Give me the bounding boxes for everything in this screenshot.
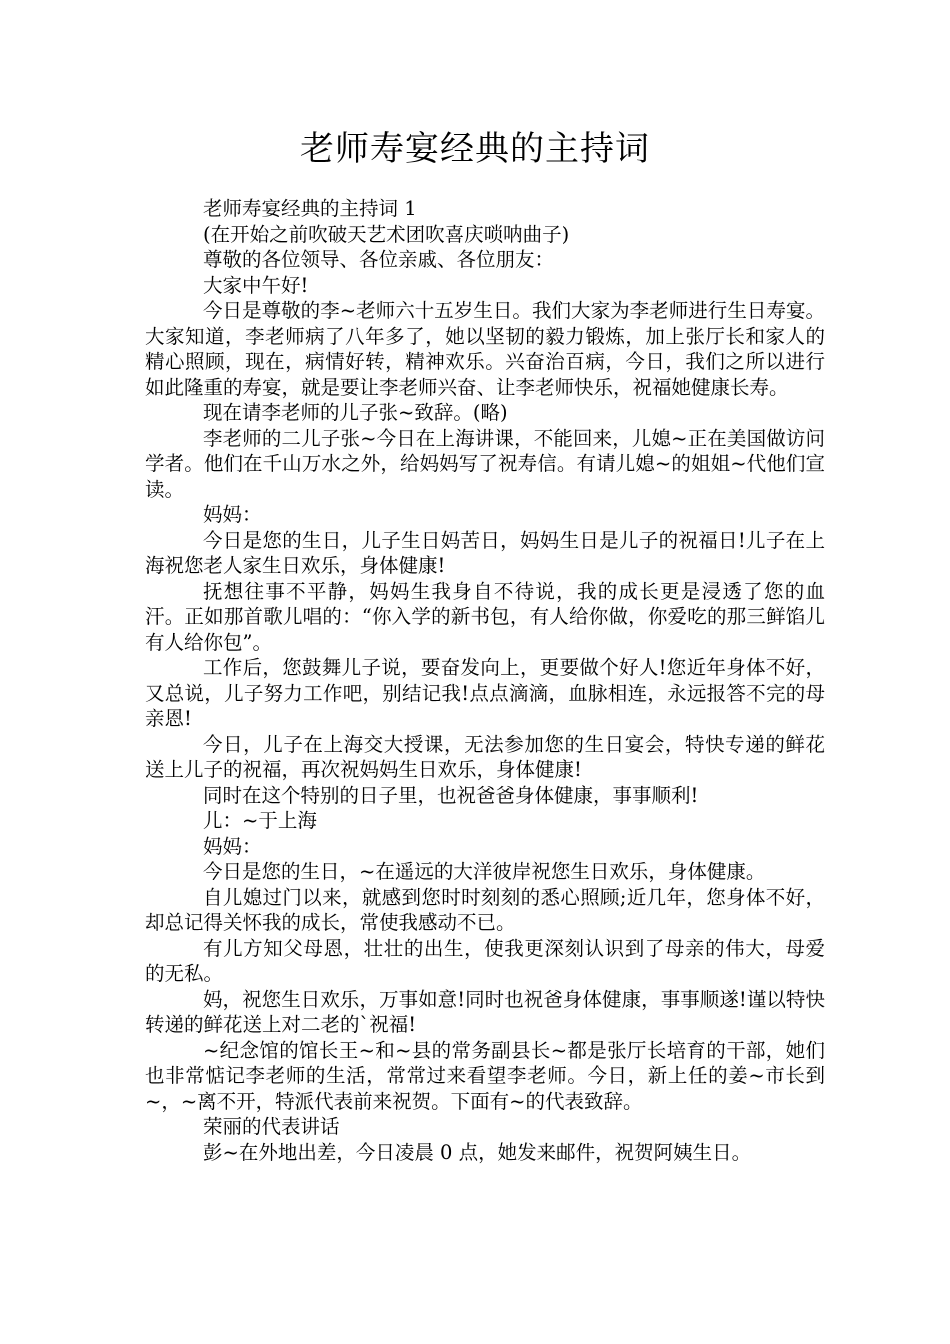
paragraph: 有儿方知父母恩，壮壮的出生，使我更深刻认识到了母亲的伟大，母爱的无私。: [145, 936, 825, 985]
document-body: [145, 196, 825, 1165]
paragraph: 今日是您的生日，儿子生日妈苦日，妈妈生日是儿子的祝福日!儿子在上海祝您老人家生日欢乐，身体健康!: [145, 528, 825, 577]
paragraph: 现在请李老师的儿子张~致辞。(略): [203, 401, 508, 424]
paragraph: 荣丽的代表讲话: [203, 1115, 340, 1138]
paragraph: 今日，儿子在上海交大授课，无法参加您的生日宴会，特快专递的鲜花送上儿子的祝福，再次祝妈妈生日欢乐，身体健康!: [145, 732, 825, 781]
paragraph: 自儿媳过门以来，就感到您时时刻刻的悉心照顾;近几年，您身体不好，却总记得关怀我的成长，常使我感动不已。: [145, 885, 825, 934]
paragraph: 李老师的二儿子张~今日在上海讲课，不能回来，儿媳~正在美国做访问学者。他们在千山万水之外，给妈妈写了祝寿信。有请儿媳~的姐姐~代他们宣读。: [145, 426, 825, 501]
paragraph: (在开始之前吹破天艺术团吹喜庆唢呐曲子): [203, 222, 570, 246]
document-title: 老师寿宴经典的主持词: [300, 129, 650, 169]
paragraph: 大家中午好!: [203, 273, 309, 297]
paragraph: 同时在这个特别的日子里，也祝爸爸身体健康，事事顺利!: [203, 783, 699, 807]
paragraph: 妈妈：: [203, 834, 262, 858]
paragraph: 工作后，您鼓舞儿子说，要奋发向上，更要做个好人!您近年身体不好，又总说，儿子努力工作吧，别结记我!点点滴滴，血脉相连，永远报答不完的母亲恩!: [145, 656, 825, 730]
paragraph: ~纪念馆的馆长王~和~县的常务副县长~都是张厅长培育的干部，她们也非常惦记李老师的生活，常常过来看望李老师。今日，新上任的姜~市长到~，~离不开，特派代表前来祝贺。下面有~的代表致辞。: [145, 1038, 825, 1113]
paragraph: 老师寿宴经典的主持词 1: [203, 197, 417, 220]
paragraph: 妈，祝您生日欢乐，万事如意!同时也祝爸身体健康，事事顺遂!谨以特快转递的鲜花送上对二老的`祝福!: [145, 987, 825, 1036]
paragraph: 妈妈：: [203, 503, 262, 526]
paragraph: 今日是您的生日，~在遥远的大洋彼岸祝您生日欢乐，身体健康。: [203, 860, 766, 883]
paragraph: 儿：~于上海: [203, 809, 317, 832]
paragraph: 彭~在外地出差，今日凌晨 0 点，她发来邮件，祝贺阿姨生日。: [203, 1140, 752, 1164]
paragraph: 今日是尊敬的李~老师六十五岁生日。我们大家为李老师进行生日寿宴。大家知道，李老师病了八年多了，她以坚韧的毅力锻炼，加上张厅长和家人的精心照顾，现在，病情好转，精神欢乐。兴奋治百病，今日，我们之所以进行如此隆重的寿宴，就是要让李老师兴奋、让李老师快乐，祝福她健康长寿。: [145, 299, 825, 399]
paragraph: 抚想往事不平静，妈妈生我身自不待说，我的成长更是浸透了您的血汗。正如那首歌儿唱的：“你入学的新书包，有人给你做，你爱吃的那三鲜馅儿有人给你包”。: [145, 579, 825, 654]
paragraph: 尊敬的各位领导、各位亲戚、各位朋友：: [203, 248, 555, 271]
